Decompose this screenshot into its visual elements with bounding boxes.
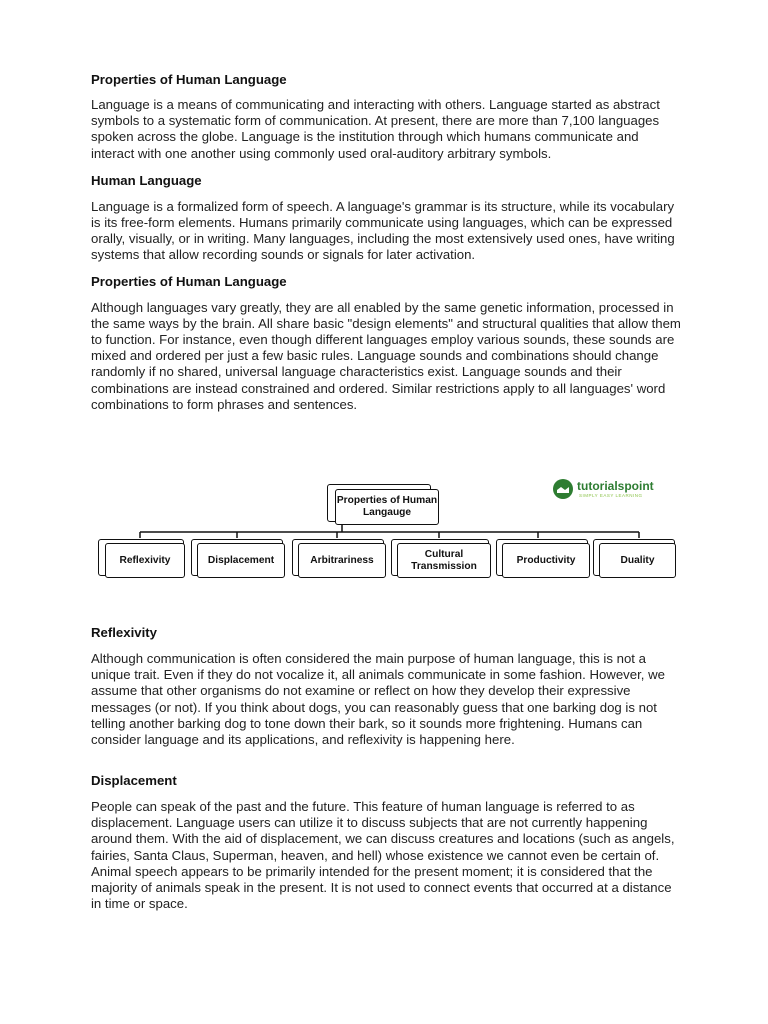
label-cultural-transmission: Cultural Transmission (411, 548, 477, 572)
paragraph-human-language: Language is a formalized form of speech. A language's grammar is its structure, while its vocabulary is its free-form elements. Humans primarily communicate using languages, which can be expressed orally, visually, or in writing. Many languages, including the most extensively used ones, have writing systems that allow recording sounds or signals for later activation. (91, 198, 675, 263)
box-cultural-transmission (397, 543, 491, 578)
label-reflexivity: Reflexivity (119, 554, 171, 566)
label-productivity: Productivity (516, 554, 576, 566)
root-label: Properties of Human Langauge (336, 495, 438, 518)
logo-text: tutorialspoint (577, 479, 654, 493)
root-box (335, 489, 439, 525)
box-displacement (197, 543, 285, 578)
paragraph-intro: Language is a means of communicating and interacting with others. Language started as abstract symbols to a systematic form of communication. At present, there are more than 7,100 languages spoken across the globe. Language is the institution through which humans communicate and interact with one another using commonly used oral-auditory arbitrary symbols. (91, 97, 660, 161)
heading-properties-2: Properties of Human Language (91, 273, 287, 289)
box-duality (599, 543, 676, 578)
box-productivity (502, 543, 590, 578)
box-arbitrariness (298, 543, 386, 578)
heading-human-language: Human Language (91, 172, 202, 188)
logo-icon (552, 478, 574, 500)
logo-tagline: SIMPLY EASY LEARNING (579, 493, 643, 498)
heading-properties: Properties of Human Language (91, 72, 287, 87)
tutorialspoint-logo (552, 478, 670, 500)
heading-reflexivity: Reflexivity (91, 625, 157, 640)
label-arbitrariness: Arbitrariness (310, 554, 374, 566)
label-duality: Duality (620, 554, 655, 566)
paragraph-properties: Although languages vary greatly, they are all enabled by the same genetic information, processed in the same ways by the brain. All share basic "design elements" and structural qualities that allow them to function. For instance, even though different languages employ various sounds, these sounds are mixed and ordered per just a few basic rules. Language sounds and combinations should change randomly if no shared, universal language characteristics exist. Language sounds and their combinations are instead constrained and ordered. Similar restrictions apply to all languages' word combinations to form phrases and sentences. (91, 299, 681, 412)
label-displacement: Displacement (207, 554, 275, 566)
paragraph-displacement: People can speak of the past and the future. This feature of human language is referred to as displacement. Language users can utilize it to discuss subjects that are not currently happening around them. With the aid of displacement, we can discuss creatures and locations (such as angels, fairies, Santa Claus, Superman, heaven, and hell) whose existence we cannot even be certain of. Animal speech appears to be primarily intended for the present moment; it is considered that the majority of animals speak in the present. It is not used to connect events that occurred at a distance in time or space. (91, 799, 675, 912)
paragraph-reflexivity: Although communication is often considered the main purpose of human language, this is not a unique trait. Even if they do not vocalize it, all animals communicate in some fashion. However, we assume that other organisms do not examine or reflect on how they develop their expressive messages (or not). If you think about dogs, you can reasonably guess that one barking dog is not telling another barking dog to tone down their bark, so it sounds more frightening. Humans can consider language and its applications, and reflexivity is happening here. (91, 651, 665, 748)
box-reflexivity (105, 543, 185, 578)
heading-displacement: Displacement (91, 773, 177, 788)
document-body (91, 72, 681, 413)
